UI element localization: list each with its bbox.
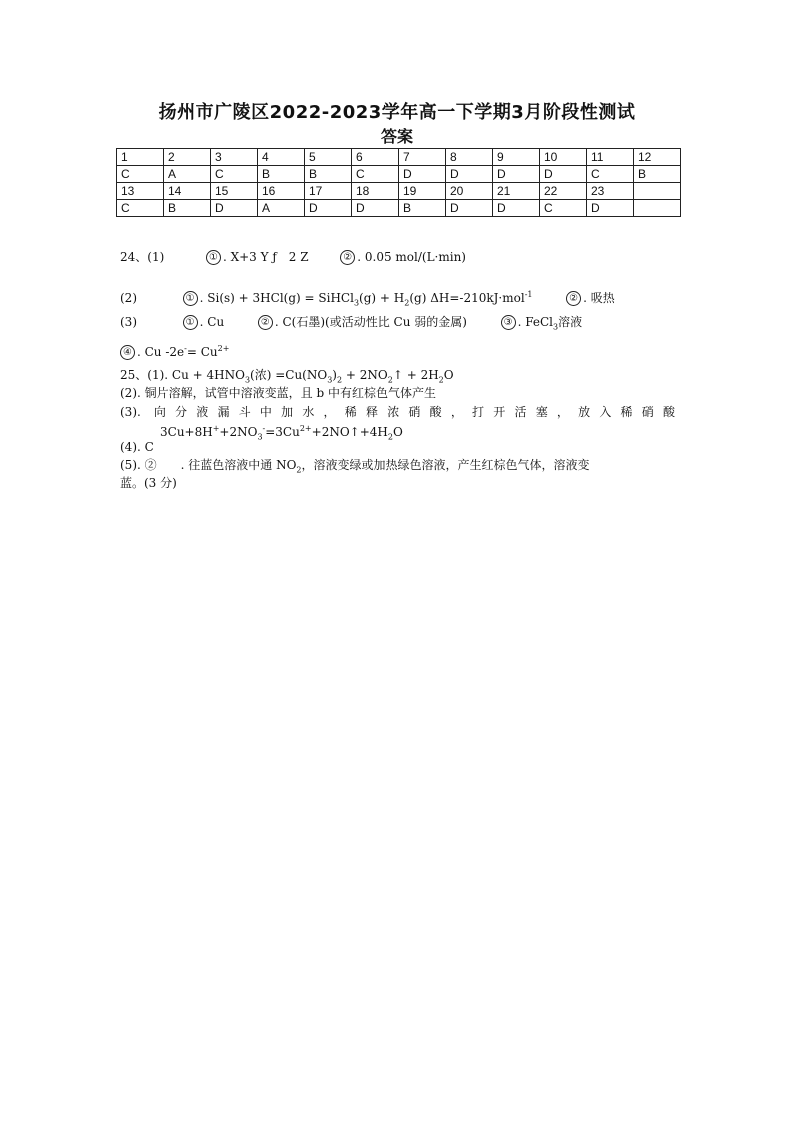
table-cell: D <box>540 166 587 183</box>
q24-2-answer-b: . 吸热 <box>583 291 615 305</box>
table-cell: 21 <box>493 183 540 200</box>
table-cell: 1 <box>117 149 164 166</box>
table-cell: C <box>117 166 164 183</box>
answer-table <box>116 148 681 217</box>
table-cell: B <box>164 200 211 217</box>
q25-line3: (3). 向分液漏斗中加水，稀释浓硝酸，打开活塞，放入稀硝酸 <box>120 405 675 419</box>
q24-part2 <box>120 287 615 311</box>
q24-3-answer-b: . C(石墨)(或活动性比 Cu 弱的金属) <box>274 315 467 329</box>
table-cell: B <box>634 166 681 183</box>
table-cell: C <box>211 166 258 183</box>
q24-part1 <box>120 249 466 265</box>
circled-number: ① <box>206 250 221 265</box>
table-cell: 6 <box>352 149 399 166</box>
table-cell: D <box>446 166 493 183</box>
table-cell: D <box>493 200 540 217</box>
table-cell: 11 <box>587 149 634 166</box>
table-cell: 15 <box>211 183 258 200</box>
table-cell: 23 <box>587 183 634 200</box>
table-cell: 8 <box>446 149 493 166</box>
table-cell <box>634 200 681 217</box>
table-cell: B <box>305 166 352 183</box>
table-cell: D <box>493 166 540 183</box>
table-cell: 19 <box>399 183 446 200</box>
table-cell: 5 <box>305 149 352 166</box>
table-cell: D <box>305 200 352 217</box>
table-row <box>117 166 681 183</box>
q25-line1: 25、(1). $Cu + 4HNO_3$(浓) $=Cu(NO_3)_2$ + $2NO_2↑ + 2H_2O$ <box>120 368 454 385</box>
table-cell: C <box>117 200 164 217</box>
circled-number: ② <box>566 291 581 306</box>
table-row <box>117 200 681 217</box>
q25-line3-equation: $3Cu+8H^++2NO_3^-=3Cu^{2+}+2NO↑+4H_2O$ <box>160 424 403 442</box>
circled-number: ② <box>340 250 355 265</box>
table-row <box>117 183 681 200</box>
table-cell: 2 <box>164 149 211 166</box>
table-cell: D <box>211 200 258 217</box>
table-cell: C <box>540 200 587 217</box>
table-cell: 22 <box>540 183 587 200</box>
table-cell: 10 <box>540 149 587 166</box>
q24-part3 <box>120 314 582 335</box>
table-cell: 12 <box>634 149 681 166</box>
circled-number: ② <box>258 315 273 330</box>
table-cell: D <box>399 166 446 183</box>
q25-line6: 蓝。(3 分) <box>120 476 177 490</box>
page-subtitle: 答案 <box>380 127 413 146</box>
table-cell: C <box>587 166 634 183</box>
q24-3-label: (3) <box>120 315 137 329</box>
table-cell: 13 <box>117 183 164 200</box>
table-cell: C <box>352 166 399 183</box>
table-cell: D <box>587 200 634 217</box>
table-cell: 14 <box>164 183 211 200</box>
q24-3-answer-a: . Cu <box>199 315 225 329</box>
q25-line2: (2). 铜片溶解，试管中溶液变蓝，且 b 中有红棕色气体产生 <box>120 386 436 400</box>
table-cell: D <box>352 200 399 217</box>
table-cell: B <box>258 166 305 183</box>
q25-line5: (5). ② . 往蓝色溶液中通 $NO_2$，溶液变绿或加热绿色溶液，产生红棕色气体，溶液变 <box>120 458 590 475</box>
q24-part3-4 <box>120 341 229 360</box>
circled-number: ④ <box>120 345 135 360</box>
page-title: 扬州市广陵区2022-2023学年高一下学期3月阶段性测试 <box>158 102 636 123</box>
q24-3-answer-d: . Cu $-2e^-= Cu^{2+}$ <box>137 344 230 359</box>
circled-number: ① <box>183 315 198 330</box>
q25-line4: (4). C <box>120 440 154 454</box>
table-cell: A <box>164 166 211 183</box>
table-cell: 3 <box>211 149 258 166</box>
table-cell: 16 <box>258 183 305 200</box>
table-cell: 17 <box>305 183 352 200</box>
q24-2-answer-a: . Si(s) + 3HCl(g) = SiHCl$_3$(g) + $H_2(g)$ ΔH=-210kJ·mol$^{-1}$ <box>199 290 533 308</box>
table-cell: 7 <box>399 149 446 166</box>
q24-label: 24、(1) <box>120 250 165 264</box>
table-cell <box>634 183 681 200</box>
circled-number: ③ <box>501 315 516 330</box>
q24-1-answer-b: . 0.05 mol/(L·min) <box>357 250 466 264</box>
table-cell: 9 <box>493 149 540 166</box>
q24-1-answer-a: . X+3 Y ƒ 2 Z <box>222 250 309 264</box>
table-row <box>117 149 681 166</box>
table-cell: A <box>258 200 305 217</box>
table-cell: D <box>446 200 493 217</box>
q24-2-label: (2) <box>120 291 137 305</box>
q24-3-answer-c: . FeCl$_3$溶液 <box>517 315 583 332</box>
table-cell: 20 <box>446 183 493 200</box>
table-cell: B <box>399 200 446 217</box>
table-cell: 4 <box>258 149 305 166</box>
table-cell: 18 <box>352 183 399 200</box>
circled-number: ① <box>183 291 198 306</box>
